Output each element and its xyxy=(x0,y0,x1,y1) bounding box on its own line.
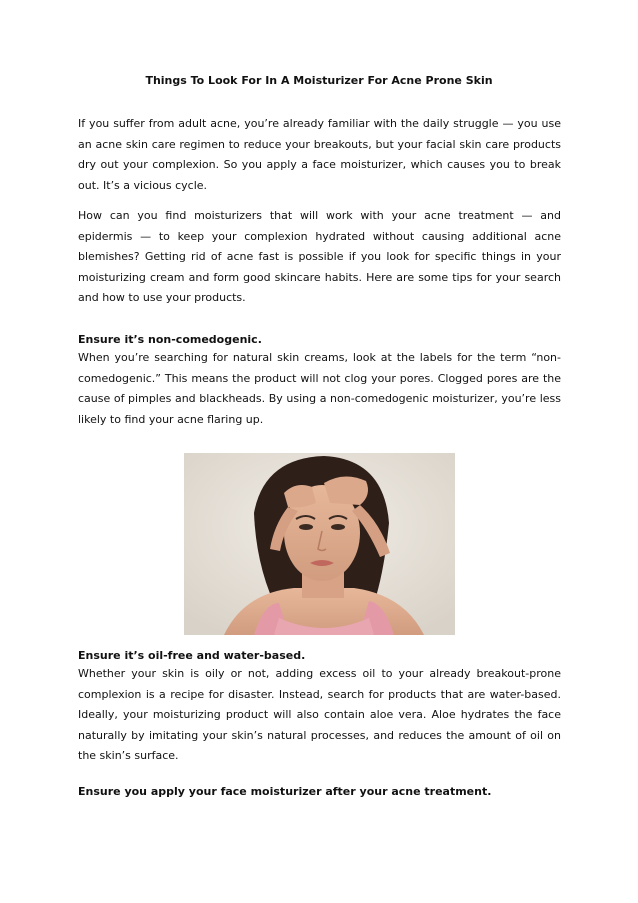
intro-paragraph: If you suffer from adult acne, you’re already familiar with the daily struggle — you use an acne skin care regimen to reduce your breakouts, but your facial skin care products dry out your complexion. So you apply a face moisturizer, which causes you to break out. It’s a vicious cycle. xyxy=(78,117,561,192)
document-title: Things To Look For In A Moisturizer For Acne Prone Skin xyxy=(145,74,493,87)
section-body-oil-free: Whether your skin is oily or not, adding excess oil to your already breakout-prone complexion is a recipe for disaster. Instead, search for products that are water-based. Ideally, your moisturizing product will also contain aloe vera. Aloe hydrates the face naturally by imitating your skin’s natural processes, and reduces the amount of oil on the skin’s surface. xyxy=(78,667,561,762)
section-heading-apply-after-treatment: Ensure you apply your face moisturizer after your acne treatment. xyxy=(78,785,492,798)
second-paragraph: How can you find moisturizers that will work with your acne treatment — and epidermis — to keep your complexion hydrated without causing additional acne blemishes? Getting rid of acne fast is possible if you look for specific things in your moisturizing cream and form good skincare habits. Here are some tips for your search and how to use your products. xyxy=(78,209,561,304)
section-heading-oil-free: Ensure it’s oil-free and water-based. xyxy=(78,649,306,662)
woman-touching-forehead-photo xyxy=(184,453,455,635)
section-heading-non-comedogenic: Ensure it’s non-comedogenic. xyxy=(78,333,262,346)
section-body-non-comedogenic: When you’re searching for natural skin creams, look at the labels for the term “non-comedogenic.” This means the product will not clog your pores. Clogged pores are the cause of pimples and blackheads. By using a non-comedogenic moisturizer, you’re less likely to find your acne flaring up. xyxy=(78,351,561,426)
